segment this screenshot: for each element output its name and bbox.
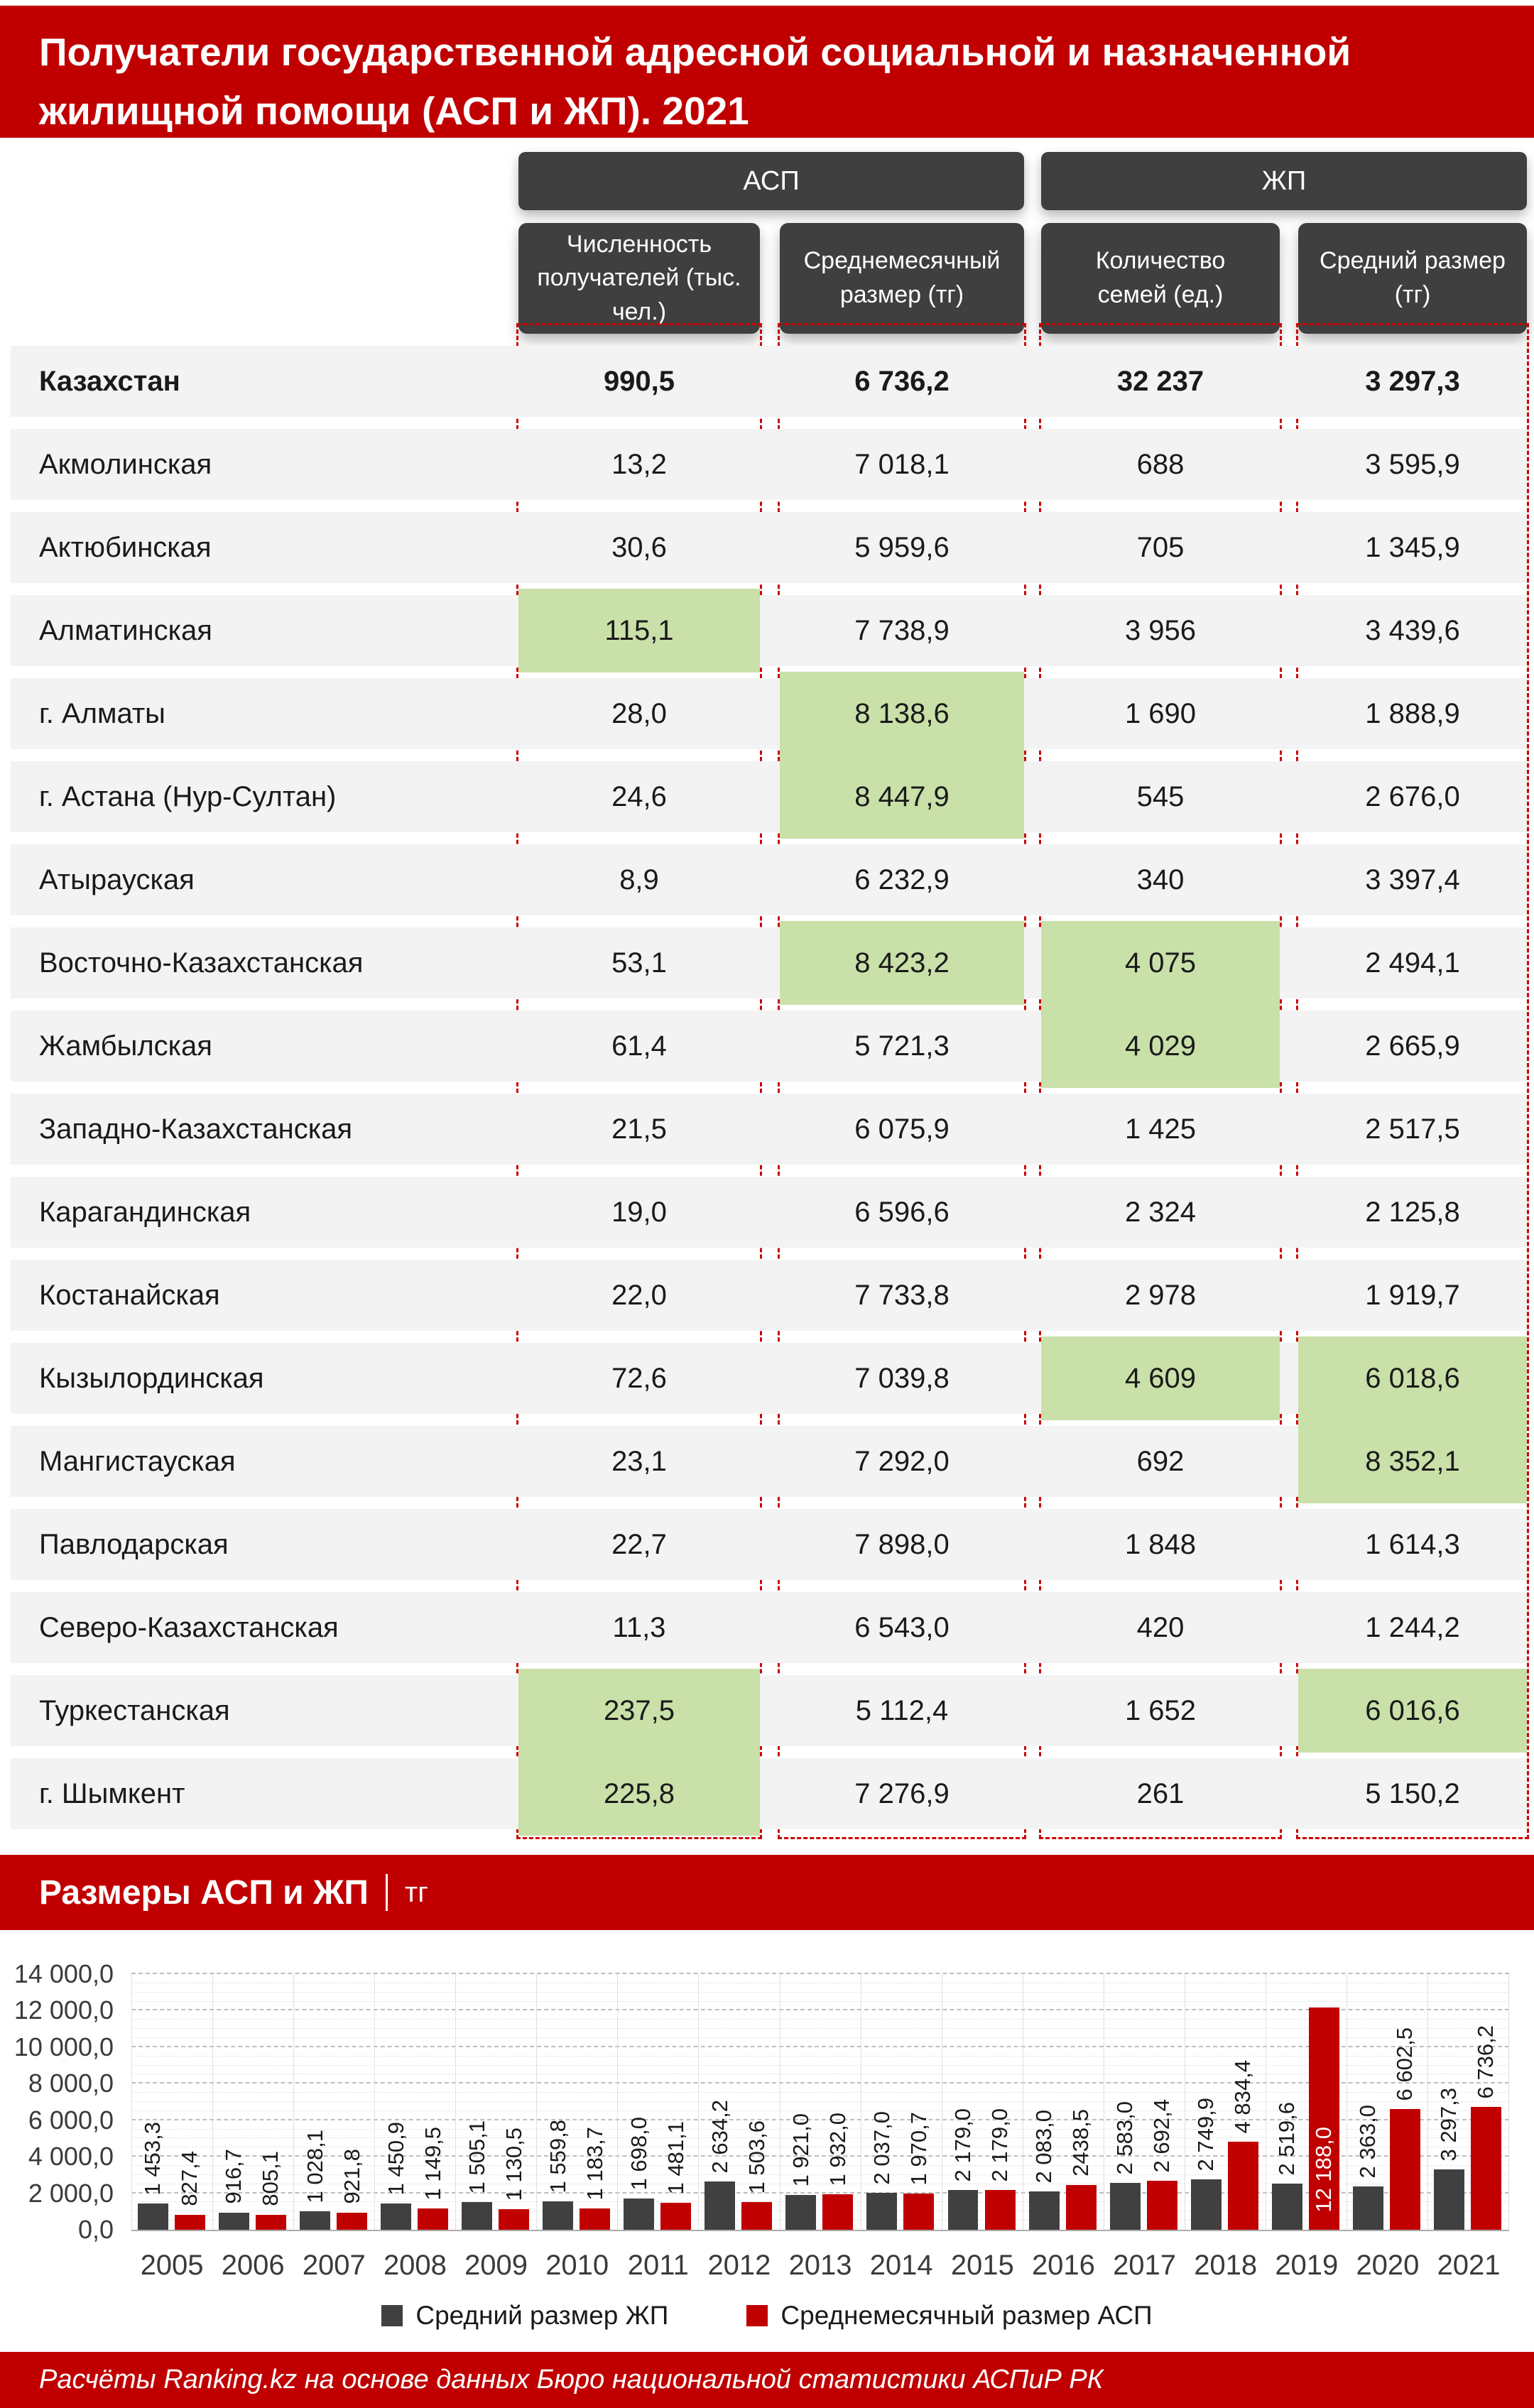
table-row (11, 844, 1527, 915)
value-cell: 1 345,9 (1365, 531, 1460, 563)
value-cell: 72,6 (611, 1362, 667, 1394)
group-header-asp: АСП (518, 152, 1024, 210)
x-axis-label: 2012 (707, 2250, 771, 2281)
value-cell: 2 494,1 (1365, 947, 1460, 979)
value-cell: 30,6 (611, 531, 667, 563)
bar-value-label: 1 453,3 (140, 2121, 165, 2195)
value-cell: 19,0 (611, 1196, 667, 1228)
bar-value-label: 1 921,0 (788, 2113, 813, 2186)
bar-value-label: 827,4 (177, 2151, 202, 2206)
region-label: Павлодарская (39, 1528, 229, 1560)
bar-value-label: 6 602,5 (1392, 2027, 1418, 2101)
region-label: Карагандинская (39, 1196, 251, 1228)
bar-value-label: 1 130,5 (501, 2127, 526, 2201)
value-cell: 1 244,2 (1365, 1611, 1460, 1643)
group-header-zhp: ЖП (1041, 152, 1527, 210)
value-cell: 1 690 (1124, 697, 1197, 729)
table-row (11, 1592, 1527, 1663)
value-cell: 7 292,0 (854, 1445, 950, 1477)
bar-value-label: 2 179,0 (987, 2108, 1013, 2181)
bar-value-label: 1 559,8 (545, 2119, 570, 2193)
x-axis-label: 2017 (1113, 2250, 1177, 2281)
value-cell: 2 125,8 (1365, 1196, 1460, 1228)
value-cell: 8 447,9 (780, 755, 1024, 839)
chart-title: Размеры АСП и ЖП (39, 1873, 369, 1912)
region-label: Алматинская (39, 614, 212, 646)
value-cell: 7 039,8 (854, 1362, 950, 1394)
value-cell: 5 721,3 (854, 1030, 950, 1062)
table-row (11, 1177, 1527, 1248)
table-row (11, 1010, 1527, 1082)
bar-asp (741, 2202, 772, 2230)
region-label: Восточно-Казахстанская (39, 947, 364, 979)
bar-value-label: 1 450,9 (383, 2121, 408, 2195)
value-cell: 2 324 (1124, 1196, 1197, 1228)
value-cell: 7 898,0 (854, 1528, 950, 1560)
value-cell: 32 237 (1116, 365, 1204, 397)
value-cell: 6 075,9 (854, 1113, 950, 1145)
bar-value-label: 921,8 (339, 2149, 364, 2204)
year-group (698, 1974, 779, 2230)
table-row (11, 1260, 1527, 1331)
year-group (617, 1974, 698, 2230)
bar-zhp (1434, 2169, 1464, 2230)
region-label: Жамбылская (39, 1030, 212, 1062)
bar-value-label: 805,1 (258, 2151, 283, 2206)
legend-item (746, 2301, 1152, 2331)
region-label: Акмолинская (39, 448, 212, 480)
year-group (131, 1974, 212, 2230)
value-cell: 2 517,5 (1365, 1113, 1460, 1145)
year-group (1185, 1974, 1266, 2230)
x-axis-label: 2011 (627, 2250, 689, 2281)
bar-value-label: 1 503,6 (744, 2120, 769, 2194)
table-row (11, 429, 1527, 500)
x-axis-label: 2019 (1275, 2250, 1339, 2281)
x-axis-label: 2008 (383, 2250, 447, 2281)
bar-zhp (1029, 2191, 1060, 2230)
year-group (942, 1974, 1023, 2230)
bar-zhp (624, 2199, 654, 2230)
value-cell: 61,4 (611, 1030, 667, 1062)
bar-value-label: 916,7 (221, 2149, 246, 2204)
value-cell: 7 018,1 (854, 448, 950, 480)
bar-asp (1471, 2107, 1501, 2230)
x-axis-label: 2005 (140, 2250, 204, 2281)
value-cell: 24,6 (611, 780, 667, 812)
value-cell: 545 (1136, 780, 1185, 812)
x-axis-label: 2015 (950, 2250, 1014, 2281)
bar-value-label: 1 183,7 (582, 2126, 607, 2200)
table-row (11, 927, 1527, 998)
bar-asp (660, 2203, 691, 2230)
year-group (1427, 1974, 1509, 2230)
value-cell: 8 352,1 (1298, 1420, 1527, 1503)
value-cell: 6 736,2 (854, 365, 950, 397)
region-label: Атырауская (39, 863, 195, 895)
value-cell: 22,7 (611, 1528, 667, 1560)
year-group (212, 1974, 293, 2230)
year-group (536, 1974, 617, 2230)
value-cell: 340 (1136, 863, 1185, 895)
value-cell: 53,1 (611, 947, 667, 979)
region-label: г. Шымкент (39, 1777, 185, 1809)
value-cell: 11,3 (612, 1611, 666, 1643)
table-row (11, 1094, 1527, 1165)
value-cell: 4 075 (1041, 921, 1280, 1005)
region-label: Костанайская (39, 1279, 220, 1311)
value-cell: 1 652 (1124, 1694, 1197, 1726)
year-group (861, 1974, 942, 2230)
column-header-avg-size: Средний размер (тг) (1298, 223, 1527, 334)
table-row (11, 1343, 1527, 1414)
bar-value-label: 12 188,0 (1311, 2127, 1337, 2213)
value-cell: 28,0 (611, 697, 667, 729)
bar-value-label: 2 749,9 (1193, 2097, 1219, 2171)
bar-zhp (219, 2213, 249, 2230)
value-cell: 990,5 (603, 365, 675, 397)
bar-value-label: 2 634,2 (707, 2099, 732, 2173)
value-cell: 3 956 (1124, 614, 1197, 646)
region-label: Мангистауская (39, 1445, 236, 1477)
bar-zhp (1191, 2179, 1222, 2230)
value-cell: 1 425 (1124, 1113, 1197, 1145)
value-cell: 7 276,9 (854, 1777, 950, 1809)
bar-value-label: 2438,5 (1068, 2109, 1094, 2177)
x-axis-label: 2007 (302, 2250, 366, 2281)
year-group (780, 1974, 861, 2230)
value-cell: 4 029 (1041, 1004, 1280, 1088)
bar-zhp (705, 2181, 735, 2230)
value-cell: 261 (1136, 1777, 1185, 1809)
y-axis (0, 1959, 114, 2244)
bar-asp (822, 2194, 853, 2230)
y-axis-label: 8 000,0 (28, 2069, 114, 2098)
table-row (11, 1509, 1527, 1580)
value-cell: 5 112,4 (855, 1694, 949, 1726)
x-axis-label: 2006 (221, 2250, 285, 2281)
page-footer (0, 2352, 1534, 2408)
bar-asp (985, 2190, 1016, 2230)
x-axis-label: 2016 (1031, 2250, 1095, 2281)
region-label: Казахстан (39, 365, 180, 397)
value-cell: 1 614,3 (1365, 1528, 1460, 1560)
chart-bars (131, 1974, 1509, 2230)
bar-asp (175, 2215, 205, 2230)
x-axis-label: 2021 (1437, 2250, 1501, 2281)
bar-value-label: 1 698,0 (626, 2116, 651, 2190)
legend-item (381, 2301, 668, 2331)
y-axis-label: 10 000,0 (13, 2032, 114, 2061)
value-cell: 2 665,9 (1365, 1030, 1460, 1062)
value-cell: 115,1 (518, 589, 760, 672)
bar-zhp (866, 2193, 897, 2230)
region-label: Кызылординская (39, 1362, 264, 1394)
year-group (1023, 1974, 1104, 2230)
table-row (11, 595, 1527, 666)
value-cell: 1 848 (1124, 1528, 1197, 1560)
value-cell: 1 919,7 (1365, 1279, 1460, 1311)
bar-value-label: 3 297,3 (1436, 2087, 1462, 2161)
bar-zhp (138, 2203, 168, 2230)
page-title: Получатели государственной адресной социальной и назначенной жилищной помощи (АСП и ЖП). 2021 (39, 30, 1351, 133)
legend-label: Среднемесячный размер АСП (780, 2301, 1153, 2330)
value-cell: 6 232,9 (854, 863, 950, 895)
bar-asp (1147, 2181, 1177, 2230)
x-axis-label: 2020 (1356, 2250, 1420, 2281)
bar-value-label: 1 481,1 (663, 2120, 688, 2194)
value-cell: 8,9 (619, 863, 659, 895)
bar-asp (1066, 2185, 1097, 2230)
value-cell: 23,1 (611, 1445, 667, 1477)
year-group (293, 1974, 374, 2230)
chart-legend (0, 2301, 1534, 2331)
y-axis-label: 2 000,0 (28, 2178, 114, 2208)
bar-zhp (1272, 2184, 1302, 2230)
region-label: Западно-Казахстанская (39, 1113, 353, 1145)
value-cell: 237,5 (518, 1669, 760, 1753)
bar-value-label: 1 505,1 (464, 2120, 489, 2194)
y-axis-label: 12 000,0 (13, 1995, 114, 2025)
region-label: Туркестанская (39, 1694, 230, 1726)
bar-zhp (785, 2195, 816, 2230)
table-row (11, 761, 1527, 832)
table-row (11, 512, 1527, 583)
chart-title-unit: тг (404, 1876, 428, 1908)
bar-value-label: 1 970,7 (905, 2111, 931, 2185)
bar-value-label: 6 736,2 (1473, 2025, 1498, 2098)
x-axis-label: 2014 (869, 2250, 933, 2281)
bar-value-label: 1 149,5 (420, 2126, 445, 2200)
value-cell: 420 (1136, 1611, 1185, 1643)
bar-value-label: 2 083,0 (1031, 2109, 1057, 2183)
column-header-monthly-size: Среднемесячный размер (тг) (780, 223, 1024, 334)
table-row (11, 1675, 1527, 1746)
value-cell: 13,2 (611, 448, 667, 480)
region-label: г. Астана (Нур-Султан) (39, 780, 337, 812)
bar-value-label: 2 037,0 (869, 2110, 894, 2184)
bar-asp (418, 2208, 448, 2230)
value-cell: 5 959,6 (854, 531, 950, 563)
value-cell: 225,8 (518, 1752, 760, 1836)
legend-label: Средний размер ЖП (415, 2301, 669, 2330)
value-cell: 6 016,6 (1298, 1669, 1527, 1753)
bar-value-label: 2 363,0 (1355, 2104, 1381, 2178)
bar-value-label: 4 834,4 (1230, 2059, 1256, 2133)
table-row (11, 678, 1527, 749)
region-label: Северо-Казахстанская (39, 1611, 339, 1643)
x-axis-label: 2010 (545, 2250, 609, 2281)
bar-asp (580, 2208, 610, 2230)
bar-value-label: 2 179,0 (950, 2108, 976, 2181)
bar-value-label: 2 692,4 (1149, 2098, 1175, 2172)
value-cell: 7 738,9 (854, 614, 950, 646)
bar-zhp (1353, 2186, 1383, 2230)
value-cell: 692 (1136, 1445, 1185, 1477)
value-cell: 5 150,2 (1365, 1777, 1460, 1809)
x-axis-label: 2009 (464, 2250, 528, 2281)
bar-zhp (381, 2203, 411, 2230)
value-cell: 6 543,0 (854, 1611, 950, 1643)
bar-value-label: 2 583,0 (1112, 2101, 1138, 2174)
value-cell: 6 018,6 (1298, 1336, 1527, 1420)
year-group (1104, 1974, 1185, 2230)
value-cell: 705 (1136, 531, 1185, 563)
bar-value-label: 1 028,1 (302, 2129, 327, 2203)
bar-asp (903, 2194, 934, 2230)
value-cell: 3 595,9 (1365, 448, 1460, 480)
value-cell: 6 596,6 (854, 1196, 950, 1228)
y-axis-label: 14 000,0 (13, 1959, 114, 1988)
value-cell: 7 733,8 (854, 1279, 950, 1311)
bar-value-label: 1 932,0 (825, 2112, 850, 2186)
region-label: Актюбинская (39, 531, 212, 563)
legend-swatch (746, 2305, 768, 2326)
chart-title-band (0, 1855, 1534, 1930)
year-group (455, 1974, 536, 2230)
table-row (11, 1426, 1527, 1497)
value-cell: 1 888,9 (1365, 697, 1460, 729)
value-cell: 8 423,2 (780, 921, 1024, 1005)
bar-value-label: 2 519,6 (1274, 2101, 1300, 2175)
value-cell: 2 676,0 (1365, 780, 1460, 812)
bar-zhp (1110, 2183, 1141, 2230)
bar-asp (337, 2213, 367, 2230)
bar-asp (1390, 2109, 1420, 2230)
bar-zhp (300, 2211, 330, 2230)
value-cell: 688 (1136, 448, 1185, 480)
table-row (11, 1758, 1527, 1829)
bar-asp (499, 2209, 529, 2230)
value-cell: 8 138,6 (780, 672, 1024, 756)
page-header (0, 6, 1534, 138)
bar-zhp (543, 2201, 573, 2230)
value-cell: 3 439,6 (1365, 614, 1460, 646)
table-row (11, 346, 1527, 417)
column-header-recipients: Численность получателей (тыс. чел.) (518, 223, 760, 334)
title-divider (386, 1874, 388, 1911)
year-group (1266, 1974, 1347, 2230)
value-cell: 3 397,4 (1365, 863, 1460, 895)
bar-asp (1228, 2142, 1258, 2230)
year-group (374, 1974, 455, 2230)
value-cell: 22,0 (611, 1279, 667, 1311)
bar-asp (256, 2215, 286, 2230)
bar-chart (131, 1974, 1509, 2231)
legend-swatch (381, 2305, 403, 2326)
source-note: Расчёты Ranking.kz на основе данных Бюро национальной статистики АСПиР РК (39, 2365, 1104, 2395)
year-group (1347, 1974, 1427, 2230)
regions-table (0, 346, 1534, 1841)
value-cell: 4 609 (1041, 1336, 1280, 1420)
bar-zhp (462, 2202, 492, 2230)
y-axis-label: 4 000,0 (28, 2142, 114, 2172)
value-cell: 21,5 (611, 1113, 667, 1145)
y-axis-label: 6 000,0 (28, 2105, 114, 2135)
column-header-families: Количество семей (ед.) (1041, 223, 1280, 334)
x-axis-label: 2013 (788, 2250, 852, 2281)
y-axis-label: 0,0 (77, 2215, 114, 2244)
region-label: г. Алматы (39, 697, 165, 729)
bar-zhp (948, 2190, 979, 2230)
value-cell: 3 297,3 (1365, 365, 1460, 397)
x-axis (131, 2250, 1509, 2282)
x-axis-label: 2018 (1194, 2250, 1258, 2281)
value-cell: 2 978 (1124, 1279, 1197, 1311)
